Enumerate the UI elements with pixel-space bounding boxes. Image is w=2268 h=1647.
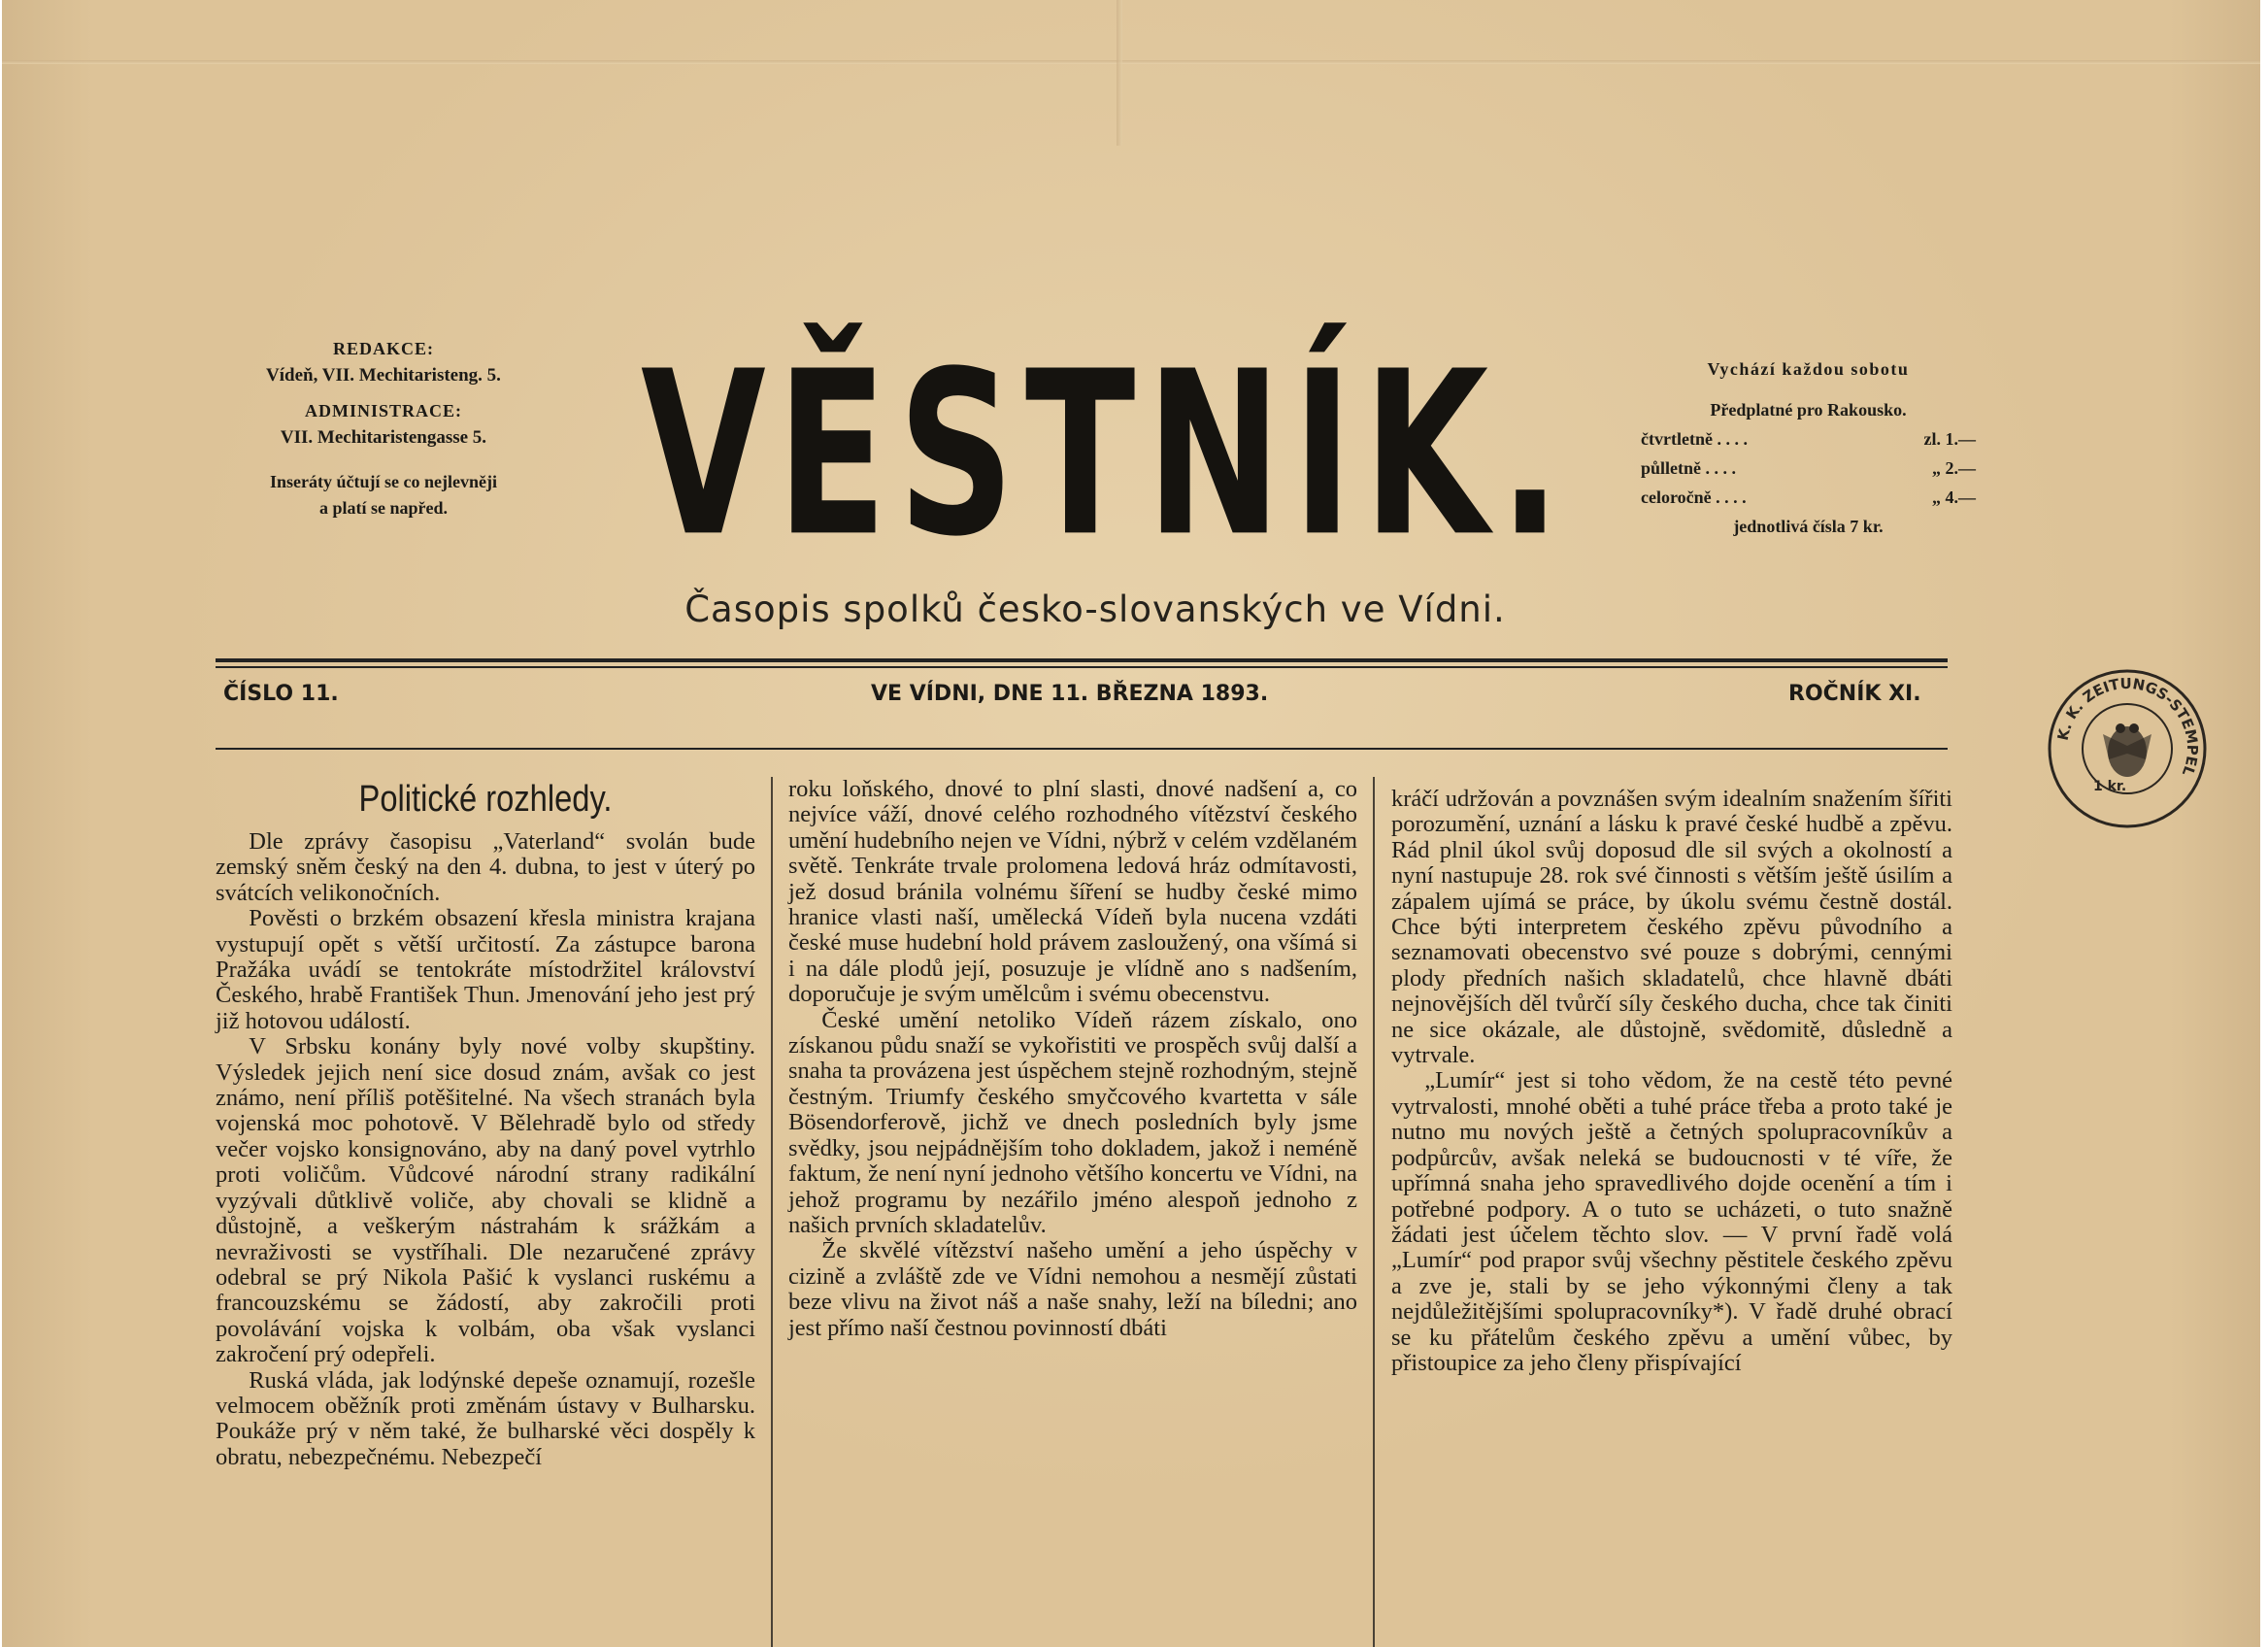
administrace-label: ADMINISTRACE: — [304, 401, 462, 420]
issue-number: ČÍSLO 11. — [223, 682, 339, 706]
subscription-heading: Předplatné pro Rakousko. — [1710, 400, 1907, 420]
paragraph: kráčí udržován a povznášen svým idealním snažením šířiti porozumění, uznání a lásku k pravé české hudbě a zpěvu. Rád plnil úkol svůj doposud dle sil svých a okolností a nyní nastupuje 28. rok své činnosti s větším ještě úsilím a zápalem ujímá se práce, by úkolu svému čestně dostál. Chce býti interpretem českého zpěvu původního a seznamovati obecenstvo své pouze s dobrými, cennými plody předních našich skladatelů, chce hlavně dbáti nejnovějších děl tvůrčí síly českého ducha, chce tak činiti ne sice okázale, ale důstojně, svědomitě, důsledně a vytrvale. — [1391, 786, 1952, 1069]
column-1 — [216, 777, 755, 1470]
publication-frequency: Vychází každou sobotu — [1707, 359, 1910, 379]
price-amount: „ 2.— — [1932, 458, 1976, 478]
stamp-amount: 1 kr. — [2093, 779, 2127, 794]
paragraph: roku loňského, dnové to plní slasti, dnové nadšení a, co nejvíce váží, dnové celého rozhodného vítězství českého umění hudebního nejen ve Vídni, nýbrž v celém vzdělaném světě. Tenkráte trvale prolomena ledová hráz odmítavosti, jež dosud bránila volnému šíření se hudby české mimo hranice vlasti naší, umělecká Vídeň byla nucena vzdáti české muse hudební hold právem zasloužený, ona všímá si i na dále plodů její, posuzuje je vlídně ano s nadšením, doporučuje je svým umělcům i svému obecenstvu. — [788, 776, 1357, 1008]
price-period: celoročně . . . . — [1641, 487, 1747, 507]
volume-number: ROČNÍK XI. — [1788, 682, 1921, 706]
advert-note-line2: a platí se napřed. — [318, 498, 448, 518]
newspaper-subtitle: Časopis spolků česko-slovanských ve Vídni. — [684, 588, 1506, 630]
paragraph: Pověsti o brzkém obsazení křesla ministra krajana vystupují opět s větší určitostí. Za zástupce barona Pražáka uvádí se tentokráte místodržitel království Českého, hrabě František Thun. Jmenování jeho jest prý již hotovou událostí. — [216, 905, 755, 1034]
paragraph: Dle zprávy časopisu „Vaterland“ svolán bude zemský sněm český na den 4. dubna, to jest v úterý po svátcích velikonočních. — [216, 828, 755, 906]
article-heading: Politické rozhledy. — [358, 779, 613, 820]
column-divider — [771, 777, 773, 1647]
administrace-address: VII. Mechitaristengasse 5. — [280, 427, 487, 448]
price-period: půlletně . . . . — [1641, 458, 1737, 478]
paragraph: Že skvělé vítězství našeho umění a jeho úspěchy v cizině a zvláště zde ve Vídni nemohou a nesmějí zůstati beze vlivu na život náš a naše snahy, leží na bíledni; ano jest přímo naší čestnou povinností dbáti — [788, 1237, 1357, 1341]
single-issue-price: jednotlivá čísla 7 kr. — [1733, 517, 1884, 536]
advert-note-line1: Inseráty účtují se co nejlevněji — [270, 472, 497, 491]
newspaper-title: VĚSTNÍK. — [641, 323, 1572, 588]
price-amount: „ 4.— — [1932, 487, 1976, 507]
redakce-label: REDAKCE: — [332, 339, 434, 358]
column-3 — [1391, 787, 1952, 1376]
column-2 — [788, 777, 1357, 1341]
paragraph: „Lumír“ jest si toho vědom, že na cestě této pevné vytrvalosti, mnohé oběti a tuhé práce třeba a proto také je nutno mu nových ještě a četných spolupracovníkův a podpůrcův, avšak neleká se budoucnosti v té víře, že upřímná snaha jeho spravedlivého dojde ocenění a tím i potřebné podpory. A o tuto se ucházeti, o tuto snažně žádati jest účelem těchto slov. — V první řadě volá „Lumír“ pod prapor svůj všechny pěstitele českého zpěvu a zve je, stali by se jeho výkonnými členy a tak nejdůležitějšími spolupracovníky*). V řadě druhé obrací se ku přátelům českého zpěvu a umění vůbec, by přistoupice za jeho členy přispívající — [1391, 1067, 1952, 1376]
price-period: čtvrtletně . . . . — [1641, 429, 1748, 449]
paragraph: V Srbsku konány byly nové volby skupštiny. Výsledek jejich není sice dosud znám, avšak co jest známo, není příliš potěšitelné. Na všech stranách byla vojenská moc pohotově. V Bělehradě bylo od středy večer vojsko konsignováno, aby na daný povel vytrhlo proti voličům. Vůdcové národní strany radikální vyzývali důtklivě voliče, aby chovali se klidně a důstojně, a veškerým nástrahám k srážkám a nevraživosti se vystříhali. Dle nezaručené zprávy odebral se prý Nikola Pašić k vyslanci ruskému a francouzskému se žádostí, aby zakročili proti povolávání vojska k volbám, oba však vyslanci zakročení prý odepřeli. — [216, 1033, 755, 1368]
price-amount: zl. 1.— — [1923, 429, 1976, 449]
stamp-text: K. K. ZEITUNGS-STEMPEL — [2053, 674, 2202, 779]
issue-date: VE VÍDNI, DNE 11. BŘEZNA 1893. — [871, 682, 1269, 706]
column-divider — [1373, 777, 1375, 1647]
paragraph: Ruská vláda, jak lodýnské depeše oznamují, rozešle velmocem oběžník proti změnám ústavy v Bulharsku. Poukáže prý v něm také, že bulharské věci dospěly k obratu, nebezpečnému. Nebezpečí — [216, 1366, 755, 1470]
redakce-address: Vídeň, VII. Mechitaristeng. 5. — [266, 365, 501, 386]
paragraph: České umění netoliko Vídeň rázem získalo, ono získanou půdu snaží se vykořistiti ve prospěch svůj další a snaha ta provázena jest úspěchem stejně rozhodným, stejně čestným. Triumfy českého smyčcového kvartetta v sále Bösendorferově, jichž ve dnech posledních byly jsme svědky, jsou nejpádnějším toho dokladem, jakož i neméně faktum, že není nyní jednoho většího koncertu ve Vídni, na jehož programu by nezářilo jméno alespoň jednoho z našich prvních skladatelův. — [788, 1006, 1357, 1238]
